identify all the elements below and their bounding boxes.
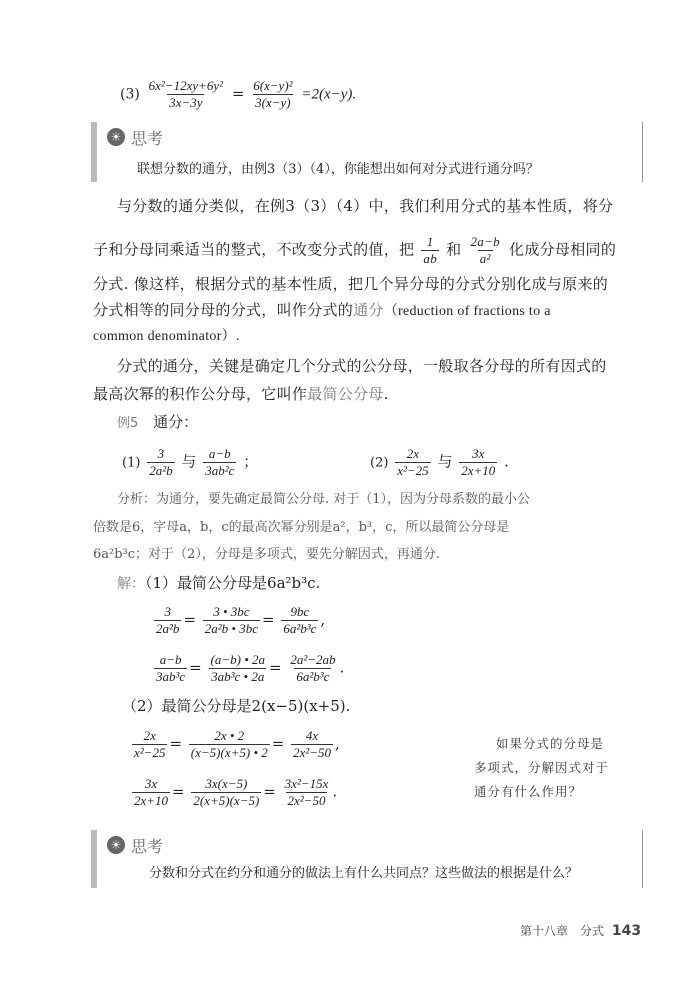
paragraph-line: common denominator）. [93, 329, 240, 344]
think-title: 思考 [131, 837, 164, 856]
solution-step-1: 解：（1）最简公分母是6a²b³c. [117, 574, 321, 592]
analysis-line: 6a²b³c；对于（2），分母是多项式，要先分解因式，再通分. [93, 547, 440, 562]
example-title: 通分： [153, 413, 199, 431]
fraction: $\frac{\text{6x²−12xy+6y²}}{3x-3y}$ [148, 78, 224, 110]
paragraph-line: 分式相等的同分母的分式，叫作分式的通分（reduction of fractions to a [93, 301, 551, 319]
eq-result: =2(x−y). [301, 86, 357, 103]
fraction: $\frac{\text{6(x−y)²}}{3(x-y)}$ [253, 78, 293, 110]
think-text: 分数和分式在约分和通分的做法上有什么共同点？这些做法的根据是什么？ [149, 866, 579, 881]
fraction: $\frac{a-b}{\text{3ab²c}}$ [205, 446, 235, 478]
think-text: 联想分数的通分，由例3（3）（4），你能想出如何对分式进行通分吗？ [137, 162, 539, 177]
paragraph-line: 分式. 像这样，根据分式的基本性质，把几个异分母的分式分别化成与原来的 [93, 275, 609, 293]
analysis-line: 分析：为通分，要先确定最简公分母. 对于（1），因为分母系数的最小公 [117, 492, 531, 507]
paragraph-line: 分式的通分，关键是确定几个分式的公分母，一般取各分母的所有因式的 [117, 357, 607, 375]
term-highlight: 最简公分母 [307, 385, 384, 403]
example-heading [117, 412, 198, 434]
solution-label: 解： [117, 576, 145, 592]
paragraph-line: 最高次幂的积作公分母，它叫作最简公分母. [93, 385, 389, 403]
fraction: $\frac{1}{ab}$ [423, 234, 437, 266]
top-equation: (3) $\frac{\text{6x²−12xy+6y²}}{3x-3y}$ = $\frac{\text{6(x−y)²}}{3(x-y)}$ =2(x−y). [120, 78, 357, 110]
solution-equation: $\frac{3x}{2x+10}$ = $\frac{3x(x-5)}{2(x+5)(x-5)}$ = $\frac{\text{3x²−15x}}{\text{2x²−50}}$ . [134, 776, 338, 808]
paragraph-line: 子和分母同乘适当的整式，不改变分式的值，把 $\frac{1}{ab}$ 和 $\frac{2a-b}{\text{a²}}$ 化成分母相同的 [93, 234, 617, 266]
solution-equation: $\frac{2x}{\text{x²−25}}$ = $\frac{2x • 2}{(x-5)(x+5) • 2}$ = $\frac{4x}{\text{2x²−50}}$ , [134, 728, 340, 760]
fraction: $\frac{3}{\text{2a²b}}$ [149, 446, 173, 478]
fraction: $\frac{3x}{2x+10}$ [461, 446, 496, 478]
fraction: $\frac{2a-b}{\text{a²}}$ [470, 234, 500, 266]
chapter-label: 第十八章 分式 [520, 924, 605, 938]
analysis-line: 倍数是6，字母a，b，c的最高次幂分别是a²，b³，c，所以最简公分母是 [93, 520, 510, 535]
fraction: $\frac{2x}{\text{x²−25}}$ [397, 446, 429, 478]
page-number: 143 [611, 923, 642, 939]
paragraph-line: 与分数的通分类似，在例3（3）（4）中，我们利用分式的基本性质，将分 [117, 197, 614, 215]
solution-equation: $\frac{a-b}{\text{3ab³c}}$ = $\frac{(a-b) • 2a}{\text{3ab³c • 2a}}$ = $\frac{\text{2a²−2ab}}{\text{6a²b³c}}$ . [156, 652, 345, 684]
example-problem-2: (2) $\frac{2x}{\text{x²−25}}$ 与 $\frac{3x}{2x+10}$ . [370, 446, 509, 478]
eq-label: (3) [120, 86, 140, 103]
think-title: 思考 [131, 129, 164, 148]
lightbulb-icon: ☀ [107, 128, 125, 146]
example-label: 例5 [117, 416, 139, 431]
side-note: 如果分式的分母是 多项式，分解因式对于 通分有什么作用？ [474, 736, 610, 799]
solution-equation: $\frac{3}{\text{2a²b}}$ = $\frac{3 • 3bc}{\text{2a²b • 3bc}}$ = $\frac{9bc}{\text{6a²b³c}}$ , [156, 604, 326, 636]
solution-step-2: （2）最简公分母是2(x−5)(x+5). [122, 697, 351, 715]
lightbulb-icon: ☀ [107, 836, 125, 854]
example-problem-1: (1) $\frac{3}{\text{2a²b}}$ 与 $\frac{a-b}{\text{3ab²c}}$ ； [122, 446, 259, 478]
page-footer [520, 922, 641, 939]
term-highlight: 通分 [353, 301, 384, 319]
